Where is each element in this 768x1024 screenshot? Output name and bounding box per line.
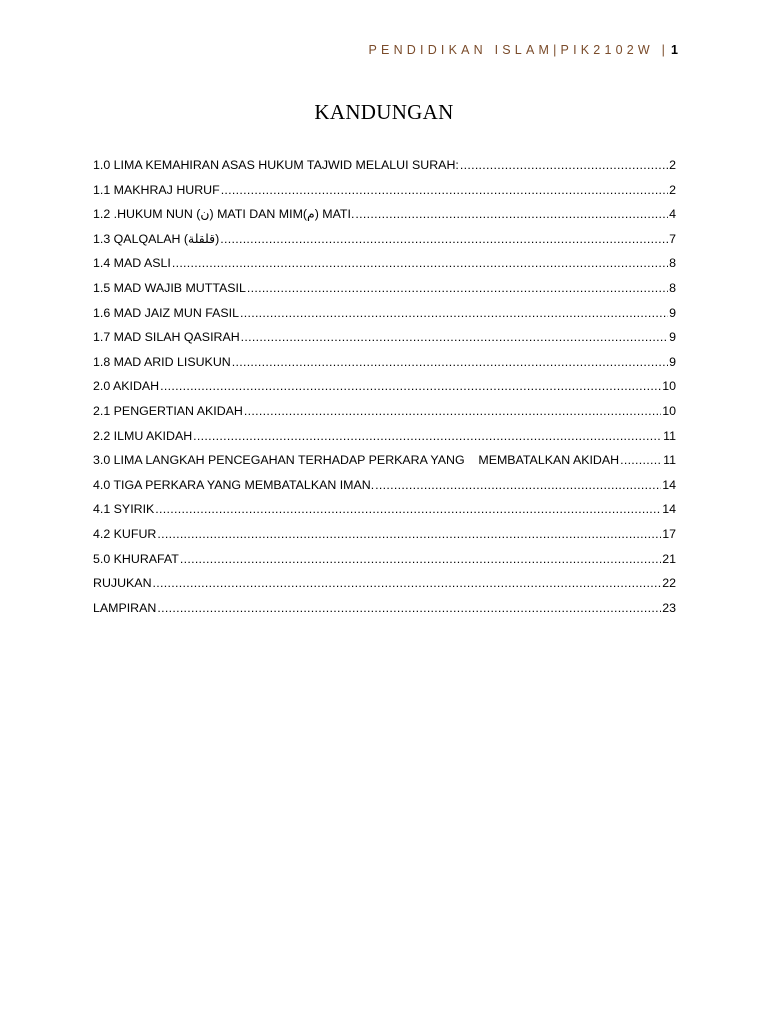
toc-entry-page: 9 xyxy=(669,354,676,369)
toc-entry[interactable] xyxy=(93,549,676,574)
toc-entry-page: 9 xyxy=(669,330,676,345)
toc-entry-page: 9 xyxy=(669,305,676,320)
toc-entry[interactable] xyxy=(93,450,676,475)
toc-entry-page: 11 xyxy=(663,428,676,443)
table-of-contents xyxy=(93,155,676,622)
toc-entry[interactable] xyxy=(93,401,676,426)
toc-entry[interactable] xyxy=(93,180,676,205)
header-page-number: 1 xyxy=(671,43,678,57)
header-page-separator: | xyxy=(661,43,670,57)
toc-entry-label: 1.5 MAD WAJIB MUTTASIL xyxy=(93,280,246,295)
toc-entry[interactable] xyxy=(93,155,676,180)
header-course: PENDIDIKAN ISLAM xyxy=(368,43,554,57)
toc-dot-leader xyxy=(355,204,668,224)
toc-entry-label: 1.3 QALQALAH (قلقلة) xyxy=(93,231,220,246)
toc-dot-leader xyxy=(160,376,661,396)
toc-entry-page: 14 xyxy=(662,477,676,492)
page-title: KANDUNGAN xyxy=(314,100,454,124)
toc-dot-leader xyxy=(232,352,668,372)
toc-entry-page: 2 xyxy=(669,158,676,172)
toc-entry-page: 14 xyxy=(662,502,676,517)
toc-entry-label: 1.2 .HUKUM NUN (ن) MATI DAN MIM(م) MATI. xyxy=(93,207,355,222)
toc-dot-leader xyxy=(155,499,661,519)
toc-entry-label: 1.0 LIMA KEMAHIRAN ASAS HUKUM TAJWID MELALUI SURAH: xyxy=(93,158,459,172)
toc-entry[interactable] xyxy=(93,376,676,401)
toc-entry-label: 1.1 MAKHRAJ HURUF xyxy=(93,182,220,197)
toc-entry-page: 22 xyxy=(662,576,676,591)
toc-dot-leader xyxy=(244,401,661,421)
toc-entry-page: 8 xyxy=(669,256,676,271)
toc-entry[interactable] xyxy=(93,499,676,524)
toc-entry[interactable] xyxy=(93,573,676,598)
toc-entry-label: 4.2 KUFUR xyxy=(93,526,157,541)
toc-entry-page: 17 xyxy=(662,526,676,541)
toc-entry[interactable] xyxy=(93,426,676,451)
toc-entry-label: 5.0 KHURAFAT xyxy=(93,551,179,566)
toc-dot-leader xyxy=(247,278,668,298)
toc-entry-label: 2.1 PENGERTIAN AKIDAH xyxy=(93,403,243,418)
toc-entry-page: 8 xyxy=(669,280,676,295)
toc-dot-leader xyxy=(620,450,662,470)
toc-entry[interactable] xyxy=(93,253,676,278)
toc-dot-leader xyxy=(241,327,668,347)
toc-entry-label: RUJUKAN xyxy=(93,576,152,591)
toc-dot-leader xyxy=(375,475,661,495)
toc-entry[interactable] xyxy=(93,278,676,303)
page-header xyxy=(369,43,679,57)
toc-dot-leader xyxy=(157,598,661,618)
toc-entry-page: 2 xyxy=(669,182,676,197)
toc-entry-label: 1.8 MAD ARID LISUKUN xyxy=(93,354,231,369)
toc-dot-leader xyxy=(180,549,661,569)
toc-entry-label: 1.7 MAD SILAH QASIRAH xyxy=(93,330,240,345)
toc-entry-page: 10 xyxy=(662,403,676,418)
toc-dot-leader xyxy=(220,229,668,249)
toc-dot-leader xyxy=(240,303,668,323)
header-separator: | xyxy=(553,43,561,57)
toc-entry-page: 21 xyxy=(662,551,676,566)
toc-dot-leader xyxy=(172,253,668,273)
toc-entry-page: 11 xyxy=(663,453,676,468)
toc-entry-label: 1.4 MAD ASLI xyxy=(93,256,171,271)
header-course-code: PIK2102W xyxy=(560,43,654,57)
toc-dot-leader xyxy=(460,155,668,175)
toc-entry-label: 2.0 AKIDAH xyxy=(93,379,160,394)
toc-entry-page: 4 xyxy=(669,207,676,222)
toc-entry[interactable] xyxy=(93,204,676,229)
toc-dot-leader xyxy=(153,573,662,593)
toc-entry[interactable] xyxy=(93,475,676,500)
toc-dot-leader xyxy=(221,180,668,200)
toc-entry-label: 1.6 MAD JAIZ MUN FASIL xyxy=(93,305,239,320)
toc-entry[interactable] xyxy=(93,524,676,549)
toc-entry[interactable] xyxy=(93,229,676,254)
toc-entry[interactable] xyxy=(93,352,676,377)
toc-entry-label: 2.2 ILMU AKIDAH xyxy=(93,428,193,443)
toc-dot-leader xyxy=(193,426,662,446)
toc-entry-label: 4.1 SYIRIK xyxy=(93,502,155,517)
toc-entry-label: 4.0 TIGA PERKARA YANG MEMBATALKAN IMAN. xyxy=(93,477,375,492)
toc-entry[interactable] xyxy=(93,598,676,623)
toc-entry-page: 7 xyxy=(669,231,676,246)
toc-entry-page: 23 xyxy=(662,600,676,615)
toc-entry[interactable] xyxy=(93,303,676,328)
toc-dot-leader xyxy=(157,524,661,544)
toc-entry-label: LAMPIRAN xyxy=(93,600,157,615)
toc-entry[interactable] xyxy=(93,327,676,352)
toc-entry-page: 10 xyxy=(662,379,676,394)
toc-entry-label: 3.0 LIMA LANGKAH PENCEGAHAN TERHADAP PERKARA YANG MEMBATALKAN AKIDAH xyxy=(93,453,620,468)
